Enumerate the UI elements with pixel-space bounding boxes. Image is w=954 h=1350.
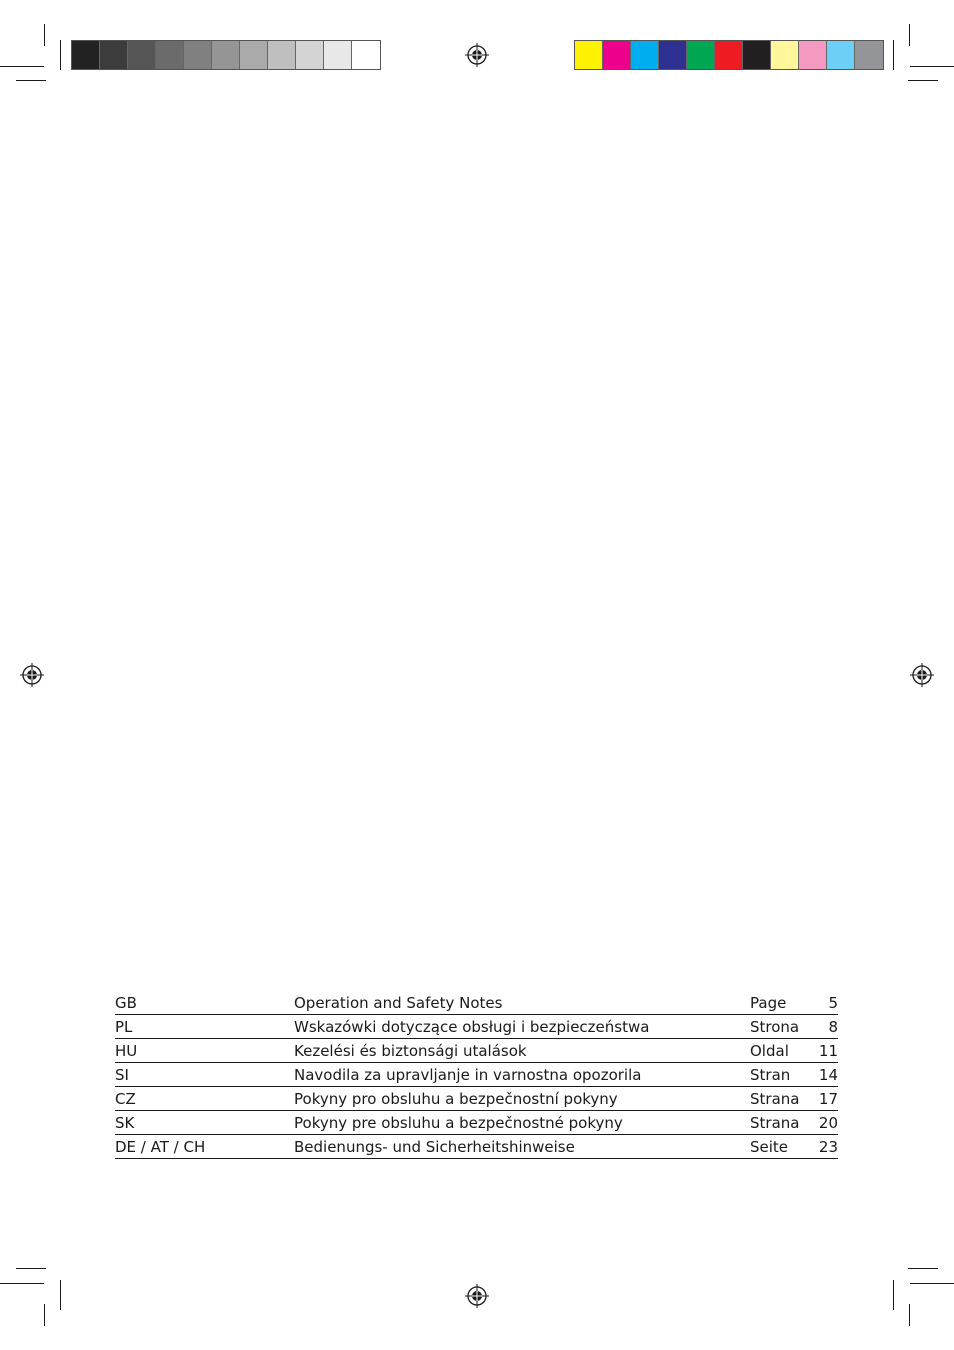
color-swatch: [352, 41, 380, 69]
registration-mark-icon: [910, 663, 934, 687]
page-number: 5: [828, 994, 838, 1012]
color-swatch: [575, 41, 603, 69]
crop-mark: [0, 66, 44, 67]
color-swatch: [156, 41, 184, 69]
section-title: Pokyny pro obsluhu a bezpečnostní pokyny: [294, 1090, 618, 1108]
grayscale-calibration-bar: [71, 40, 381, 70]
crop-mark: [910, 66, 954, 67]
crop-mark: [910, 1283, 954, 1284]
toc-row-sk[interactable]: [115, 1112, 838, 1135]
registration-mark-icon: [465, 43, 489, 67]
color-swatch: [240, 41, 268, 69]
section-title: Wskazówki dotyczące obsługi i bezpieczeństwa: [294, 1018, 650, 1036]
page-number: 11: [818, 1042, 838, 1060]
language-code: SI: [115, 1066, 129, 1084]
toc-row-gb[interactable]: [115, 992, 838, 1015]
crop-mark: [908, 80, 938, 81]
color-swatch: [771, 41, 799, 69]
page-number: 20: [818, 1114, 838, 1132]
section-title: Operation and Safety Notes: [294, 994, 503, 1012]
color-swatch: [100, 41, 128, 69]
color-swatch: [184, 41, 212, 69]
page-word: Strona: [750, 1018, 800, 1036]
color-swatch: [799, 41, 827, 69]
color-swatch: [687, 41, 715, 69]
page-number: 17: [818, 1090, 838, 1108]
table-of-contents: [115, 992, 838, 1160]
color-swatch: [128, 41, 156, 69]
color-swatch: [296, 41, 324, 69]
page-word: Page: [750, 994, 787, 1012]
color-swatch: [743, 41, 771, 69]
color-swatch: [268, 41, 296, 69]
section-title: Bedienungs- und Sicherheitshinweise: [294, 1138, 575, 1156]
page-number: 23: [818, 1138, 838, 1156]
page-number: 8: [828, 1018, 838, 1036]
crop-mark: [16, 1268, 46, 1269]
section-title: Navodila za upravljanje in varnostna opozorila: [294, 1066, 642, 1084]
page-word: Strana: [750, 1090, 800, 1108]
registration-mark-icon: [20, 663, 44, 687]
language-code: HU: [115, 1042, 138, 1060]
color-swatch: [631, 41, 659, 69]
toc-row-cz[interactable]: [115, 1088, 838, 1111]
crop-mark: [16, 80, 46, 81]
color-swatch: [715, 41, 743, 69]
crop-mark: [0, 1283, 44, 1284]
registration-mark-icon: [465, 1284, 489, 1308]
page-word: Strana: [750, 1114, 800, 1132]
color-swatch: [72, 41, 100, 69]
color-calibration-bar: [574, 40, 884, 70]
language-code: PL: [115, 1018, 133, 1036]
toc-row-si[interactable]: [115, 1064, 838, 1087]
section-title: Pokyny pre obsluhu a bezpečnostné pokyny: [294, 1114, 623, 1132]
color-swatch: [659, 41, 687, 69]
toc-row-hu[interactable]: [115, 1040, 838, 1063]
color-swatch: [212, 41, 240, 69]
crop-mark: [909, 1304, 910, 1326]
page-word: Oldal: [750, 1042, 789, 1060]
section-title: Kezelési és biztonsági utalások: [294, 1042, 527, 1060]
crop-mark: [909, 24, 910, 46]
color-swatch: [324, 41, 352, 69]
language-code: DE / AT / CH: [115, 1138, 206, 1156]
crop-mark: [908, 1268, 938, 1269]
crop-mark: [893, 1280, 894, 1310]
language-code: CZ: [115, 1090, 136, 1108]
color-swatch: [827, 41, 855, 69]
crop-mark: [893, 40, 894, 70]
crop-mark: [60, 40, 61, 70]
page-word: Seite: [750, 1138, 789, 1156]
language-code: SK: [115, 1114, 135, 1132]
page-number: 14: [818, 1066, 838, 1084]
language-code: GB: [115, 994, 137, 1012]
crop-mark: [44, 1304, 45, 1326]
color-swatch: [603, 41, 631, 69]
crop-mark: [44, 24, 45, 46]
page-word: Stran: [750, 1066, 791, 1084]
toc-row-de[interactable]: [115, 1136, 838, 1159]
toc-row-pl[interactable]: [115, 1016, 838, 1039]
color-swatch: [855, 41, 883, 69]
crop-mark: [60, 1280, 61, 1310]
